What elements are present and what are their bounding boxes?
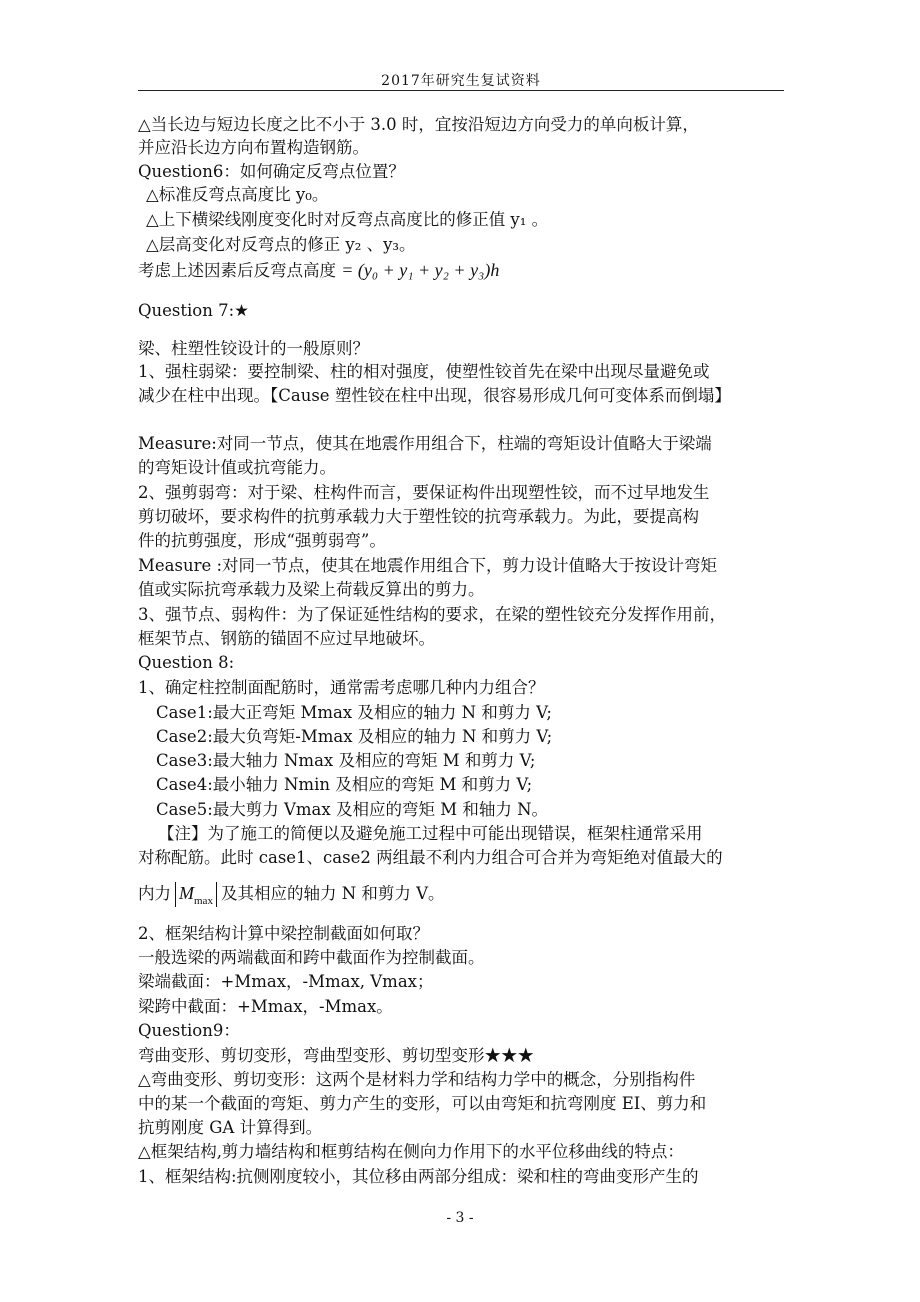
header-rule [138, 90, 784, 91]
text-line: △弯曲变形、剪切变形：这两个是材料力学和结构力学中的概念，分别指构件 [138, 1070, 696, 1089]
text-line: △层高变化对反弯点的修正 y₂ 、y₃。 [146, 235, 416, 254]
text-line: 梁跨中截面：+Mmax，-Mmax。 [138, 997, 393, 1016]
page-header: 2017年研究生复试资料 [381, 73, 541, 89]
text-line: 2、强剪弱弯：对于梁、柱构件而言，要保证构件出现塑性铰，而不过早地发生 [138, 483, 710, 502]
text-line: 弯曲变形、剪切变形，弯曲型变形、剪切型变形★★★ [138, 1046, 534, 1065]
case-item: Case4:最小轴力 Nmin 及相应的弯矩 M 和剪力 V; [156, 775, 533, 794]
question-heading: Question 7:★ [138, 301, 249, 320]
text-line: 剪切破坏，要求构件的抗剪承载力大于塑性铰的抗弯承载力。为此，要提高构 [138, 507, 699, 526]
formula: = (y₀ + y₁ + y₂ + y₃)h [341, 260, 500, 280]
question-heading: Question 8: [138, 653, 235, 672]
question-heading: Question6：如何确定反弯点位置？ [138, 162, 405, 181]
text-line: 减少在柱中出现。【Cause 塑性铰在柱中出现，很容易形成几何可变体系而倒塌】 [138, 386, 731, 405]
text-line: Measure :对同一节点，使其在地震作用组合下，剪力设计值略大于按设计弯矩 [138, 556, 718, 575]
text-line: 中的某一个截面的弯矩、剪力产生的变形，可以由弯矩和抗弯刚度 EI、剪力和 [138, 1094, 707, 1113]
text-line: 1、框架结构:抗侧刚度较小，其位移由两部分组成：梁和柱的弯曲变形产生的 [138, 1167, 699, 1186]
case-item: Case1:最大正弯矩 Mmax 及相应的轴力 N 和剪力 V; [156, 703, 552, 722]
text-line: Measure:对同一节点，使其在地震作用组合下，柱端的弯矩设计值略大于梁端 [138, 434, 712, 453]
text-line: 梁端截面：+Mmax，-Mmax, Vmax； [138, 972, 434, 991]
text-fragment: 及其相应的轴力 N 和剪力 V。 [220, 884, 445, 903]
text-line: 件的抗剪强度，形成“强剪弱弯”。 [138, 531, 386, 550]
case-item: Case3:最大轴力 Nmax 及相应的弯矩 M 和剪力 V; [156, 751, 536, 770]
text-line: 的弯矩设计值或抗弯能力。 [138, 458, 336, 477]
text-line: 抗剪刚度 GA 计算得到。 [138, 1118, 323, 1137]
text-line: 3、强节点、弱构件：为了保证延性结构的要求，在梁的塑性铰充分发挥作用前， [138, 605, 726, 624]
text-line: 一般选梁的两端截面和跨中截面作为控制截面。 [138, 948, 485, 967]
formula-label: 考虑上述因素后反弯点高度 [138, 261, 336, 280]
text-line: △上下横梁线刚度变化时对反弯点高度比的修正值 y₁ 。 [146, 210, 549, 229]
formula-line [138, 882, 445, 907]
text-line: 梁、柱塑性铰设计的一般原则？ [138, 339, 369, 358]
text-line: 2、框架结构计算中梁控制截面如何取？ [138, 924, 429, 943]
text-line: 1、确定柱控制面配筋时，通常需考虑哪几种内力组合？ [138, 678, 545, 697]
text-line: △标准反弯点高度比 y₀。 [146, 185, 329, 204]
case-item: Case2:最大负弯矩-Mmax 及相应的轴力 N 和剪力 V; [156, 727, 553, 746]
text-line: 框架节点、钢筋的锚固不应过早地破坏。 [138, 629, 435, 648]
text-line: △框架结构,剪力墙结构和框剪结构在侧向力作用下的水平位移曲线的特点： [138, 1142, 684, 1161]
case-item: Case5:最大剪力 Vmax 及相应的弯矩 M 和轴力 N。 [156, 800, 549, 819]
page-number: - 3 - [446, 1210, 474, 1226]
text-line: 对称配筋。此时 case1、case2 两组最不利内力组合可合并为弯矩绝对值最大的 [138, 848, 723, 867]
text-line: 并应沿长边方向布置构造钢筋。 [138, 138, 369, 157]
formula-line [138, 259, 499, 282]
note-line: 【注】为了施工的简便以及避免施工过程中可能出现错误，框架柱通常采用 [158, 824, 703, 843]
text-line: △当长边与短边长度之比不小于 3.0 时，宜按沿短边方向受力的单向板计算， [138, 115, 699, 134]
text-line: 1、强柱弱梁：要控制梁、柱的相对强度，使塑性铰首先在梁中出现尽量避免或 [138, 362, 710, 381]
question-heading: Question9： [138, 1021, 240, 1040]
text-fragment: 内力 [138, 884, 171, 903]
text-line: 值或实际抗弯承载力及梁上荷载反算出的剪力。 [138, 580, 485, 599]
abs-moment-symbol: $M_{max}$ [175, 882, 217, 907]
